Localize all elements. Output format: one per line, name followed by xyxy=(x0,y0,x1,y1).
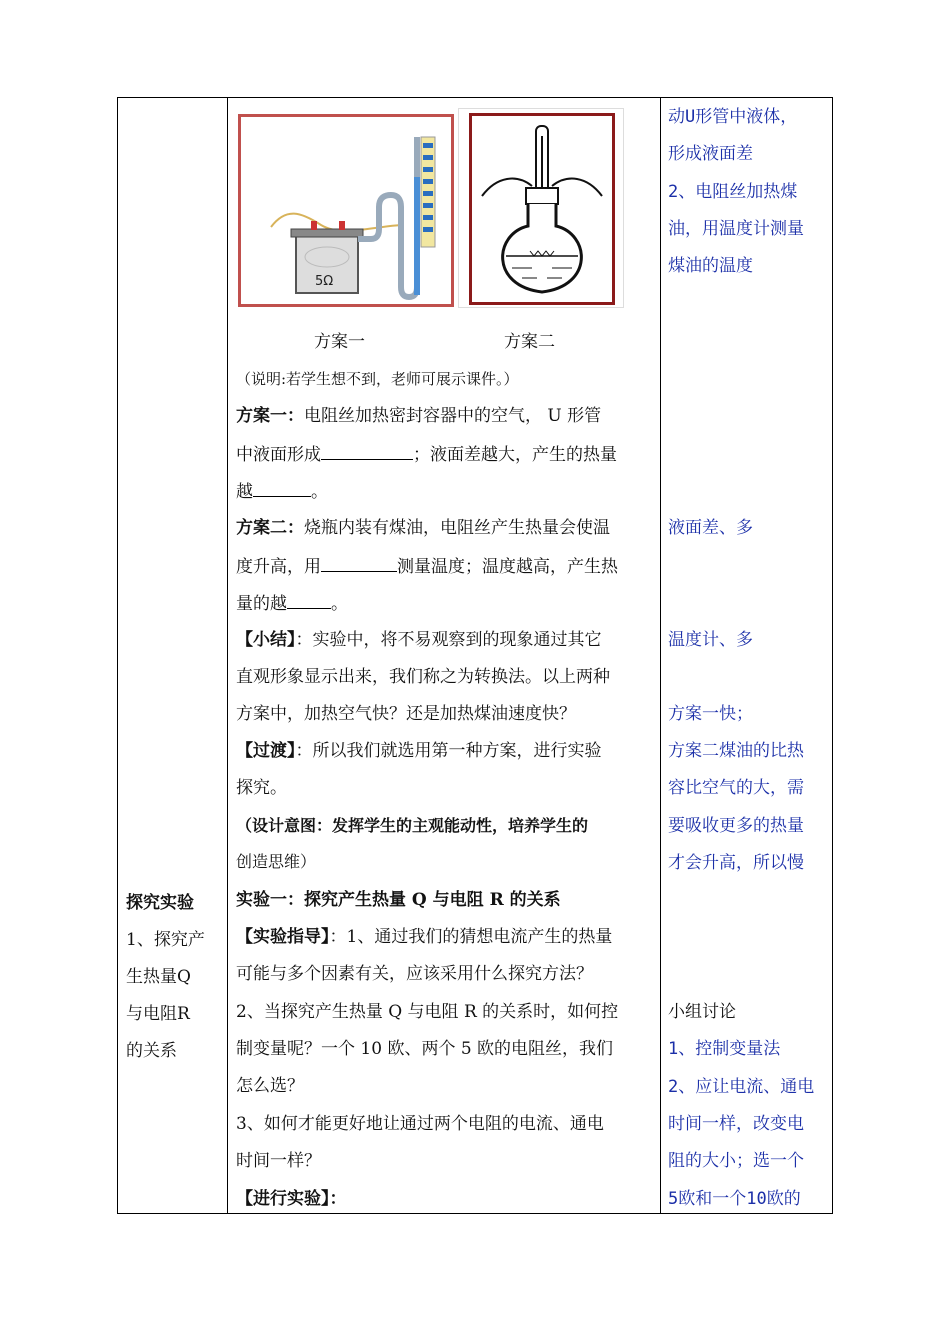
question2-line1: 2、当探究产生热量 Q 与电阻 R 的关系时，如何控 xyxy=(236,1002,619,1022)
answer-line: 才会升高，所以慢 xyxy=(668,853,804,873)
answer-line: 要吸收更多的热量 xyxy=(668,816,804,836)
question2-line3: 怎么选？ xyxy=(236,1076,304,1096)
guide-label: 【实验指导】 xyxy=(236,927,330,947)
fill-blank xyxy=(287,590,331,609)
plan1-text: 越 xyxy=(236,482,253,502)
plan1-figure xyxy=(238,114,454,307)
plan2-line2 xyxy=(236,553,618,579)
plan2-text: 度升高，用 xyxy=(236,557,321,577)
question3-line2: 时间一样？ xyxy=(236,1151,321,1171)
answer-plan1: 液面差、多 xyxy=(668,518,753,538)
summary-line3: 方案中，加热空气快？还是加热煤油速度快？ xyxy=(236,704,576,724)
plan1-line1 xyxy=(236,404,601,428)
teacher-note: （说明:若学生想不到，老师可展示课件。） xyxy=(236,370,519,388)
lesson-table xyxy=(117,97,833,1214)
answer-line: 动U形管中液体， xyxy=(668,107,798,127)
design-intent-line1: （设计意图：发挥学生的主观能动性，培养学生的 xyxy=(236,816,589,835)
plan1-text: 电阻丝加热密封容器中的空气， U 形管 xyxy=(304,406,602,426)
answer-line: 容比空气的大，需 xyxy=(668,778,804,798)
answer-line: 方案二煤油的比热 xyxy=(668,741,804,761)
answer-line: 阻的大小；选一个 xyxy=(668,1151,804,1171)
transition-line2: 探究。 xyxy=(236,778,287,798)
plan2-figure xyxy=(469,113,615,305)
summary-label: 【小结】 xyxy=(236,630,296,650)
fill-blank xyxy=(321,553,397,572)
column-divider-2 xyxy=(660,98,661,1213)
answer-line: 2、应让电流、通电 xyxy=(668,1077,815,1097)
plan1-text: 中液面形成 xyxy=(236,445,321,465)
column-divider-1 xyxy=(227,98,228,1213)
answer-line: 1、控制变量法 xyxy=(668,1039,781,1059)
plan1-text: ；液面差越大，产生的热量 xyxy=(413,445,617,465)
answer-line: 2、电阻丝加热煤 xyxy=(668,182,798,202)
left-column xyxy=(126,885,221,1070)
guide-line1 xyxy=(236,925,612,949)
plan2-text: 。 xyxy=(331,594,348,614)
plan2-line3 xyxy=(236,590,348,616)
experiment1-title: 实验一：探究产生热量 Q 与电阻 R 的关系 xyxy=(236,890,561,910)
plan2-figure-frame xyxy=(458,108,624,308)
section-sub-line: 与电阻R xyxy=(126,1004,190,1024)
answer-plan2: 温度计、多 xyxy=(668,630,753,650)
flask-thermometer-diagram xyxy=(472,116,612,302)
plan1-label: 方案一： xyxy=(236,406,304,426)
guide-line2: 可能与多个因素有关，应该采用什么探究方法？ xyxy=(236,964,593,984)
plan2-label: 方案二： xyxy=(236,518,304,538)
caption-plan1: 方案一 xyxy=(314,332,365,352)
answer-line: 煤油的温度 xyxy=(668,256,753,276)
fill-blank xyxy=(253,478,311,497)
caption-plan2: 方案二 xyxy=(504,332,555,352)
plan2-text: 量的越 xyxy=(236,594,287,614)
u-tube-apparatus-diagram xyxy=(241,117,451,304)
answer-line: 方案一快； xyxy=(668,704,753,724)
plan1-text: 。 xyxy=(311,482,328,502)
section-sub-line: 的关系 xyxy=(126,1041,177,1061)
answer-line: 油，用温度计测量 xyxy=(668,219,804,239)
group-discussion-label: 小组讨论 xyxy=(668,1002,736,1022)
resistor-label: 5Ω xyxy=(315,274,334,289)
plan1-line3 xyxy=(236,478,328,504)
question2-line2: 制变量呢？一个 10 欧、两个 5 欧的电阻丝，我们 xyxy=(236,1039,614,1059)
summary-line2: 直观形象显示出来，我们称之为转换法。以上两种 xyxy=(236,667,610,687)
section-sub-line: 1、探究产 xyxy=(126,930,205,950)
answer-line: 时间一样，改变电 xyxy=(668,1114,804,1134)
answer-line: 形成液面差 xyxy=(668,144,753,164)
plan1-line2 xyxy=(236,441,617,467)
summary-line1 xyxy=(236,628,602,652)
summary-text: ：实验中，将不易观察到的现象通过其它 xyxy=(295,630,602,650)
transition-line1 xyxy=(236,739,602,763)
section-heading: 探究实验 xyxy=(126,893,194,913)
fill-blank xyxy=(321,441,413,460)
guide-text: ：1、通过我们的猜想电流产生的热量 xyxy=(329,927,613,947)
transition-label: 【过渡】 xyxy=(236,741,296,761)
design-intent-line2: 创造思维） xyxy=(236,852,317,871)
plan2-text: 测量温度；温度越高，产生热 xyxy=(397,557,618,577)
section-sub-line: 生热量Q xyxy=(126,967,191,987)
plan2-text: 烧瓶内装有煤油，电阻丝产生热量会使温 xyxy=(304,518,610,538)
answer-line: 5欧和一个10欧的 xyxy=(668,1189,801,1209)
plan2-line1 xyxy=(236,516,610,540)
question3-line1: 3、如何才能更好地让通过两个电阻的电流、通电 xyxy=(236,1114,604,1134)
transition-text: ：所以我们就选用第一种方案，进行实验 xyxy=(295,741,602,761)
conduct-experiment-label: 【进行实验】： xyxy=(236,1189,347,1209)
